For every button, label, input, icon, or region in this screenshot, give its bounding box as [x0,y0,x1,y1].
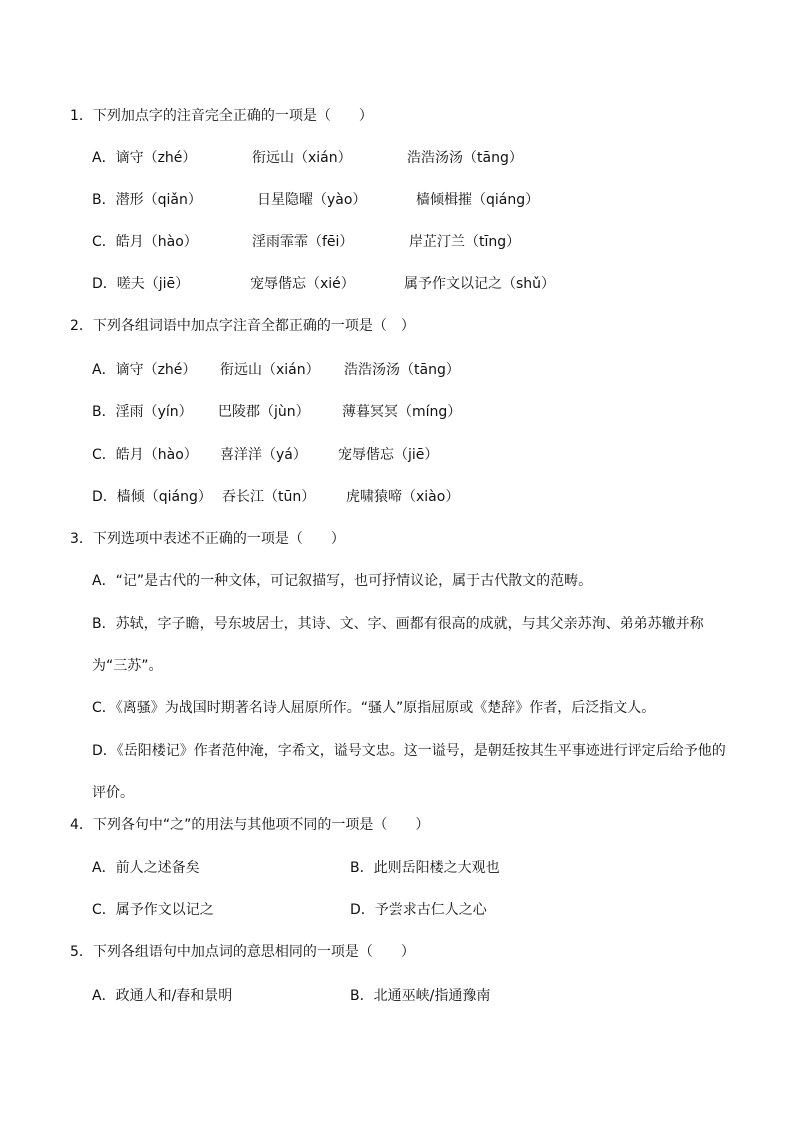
q1-option-c: C．皓月（hào） 淫雨霏霏（fēi） 岸芷汀兰（tīng） [92,234,521,250]
question-2-stem: 2．下列各组词语中加点字注音全都正确的一项是（ ） [70,318,415,334]
question-4-stem: 4．下列各句中“之”的用法与其他项不同的一项是（ ） [70,817,430,833]
q3-option-a: A．“记”是古代的一种文体，可记叙描写，也可抒情议论，属于古代散文的范畴。 [92,573,593,589]
q3-option-c: C．《离骚》为战国时期著名诗人屈原所作。“骚人”原指屈原或《楚辞》作者，后泛指文人。 [92,700,656,716]
question-3-stem: 3．下列选项中表述不正确的一项是（ ） [70,531,345,547]
question-1-stem: 1．下列加点字的注音完全正确的一项是（ ） [70,108,373,124]
q5-option-b: B．北通巫峡/指通豫南 [350,988,491,1004]
q4-option-row-1 [92,858,712,878]
q2-option-a: A．谪守（zhé） 衔远山（xián） 浩浩汤汤（tāng） [92,362,460,378]
q2-option-d: D．樯倾（qiáng） 吞长江（tūn） 虎啸猿啼（xiào） [92,489,460,505]
q4-option-a: A．前人之述备矣 [92,860,200,876]
q4-option-b: B．此则岳阳楼之大观也 [350,860,500,876]
q1-option-d: D．嗟夫（jiē） 宠辱偕忘（xié） 属予作文以记之（shǔ） [92,276,556,292]
q4-option-d: D．予尝求古仁人之心 [350,902,487,918]
q1-option-b: B．潜形（qiǎn） 日星隐曜（yào） 樯倾楫摧（qiáng） [92,192,540,208]
q4-option-row-2 [92,900,712,920]
q2-option-c: C．皓月（hào） 喜洋洋（yá） 宠辱偕忘（jiē） [92,447,439,463]
q5-option-a: A．政通人和/春和景明 [92,988,233,1004]
q2-option-b: B．淫雨（yín） 巴陵郡（jùn） 薄暮冥冥（míng） [92,404,462,420]
q3-option-d: D．《岳阳楼记》作者范仲淹，字希文，谥号文忠。这一谥号，是朝廷按其生平事迹进行评定后给予他的评价。 [92,743,726,801]
q5-option-row-1 [92,986,712,1006]
q3-option-b: B．苏轼，字子瞻，号东坡居士，其诗、文、字、画都有很高的成就，与其父亲苏洵、弟弟苏辙并称为“三苏”。 [92,616,704,674]
question-5-stem: 5．下列各组语句中加点词的意思相同的一项是（ ） [70,944,415,960]
q4-option-c: C．属予作文以记之 [92,902,214,918]
q1-option-a: A．谪守（zhé） 衔远山（xián） 浩浩汤汤（tāng） [92,150,523,166]
